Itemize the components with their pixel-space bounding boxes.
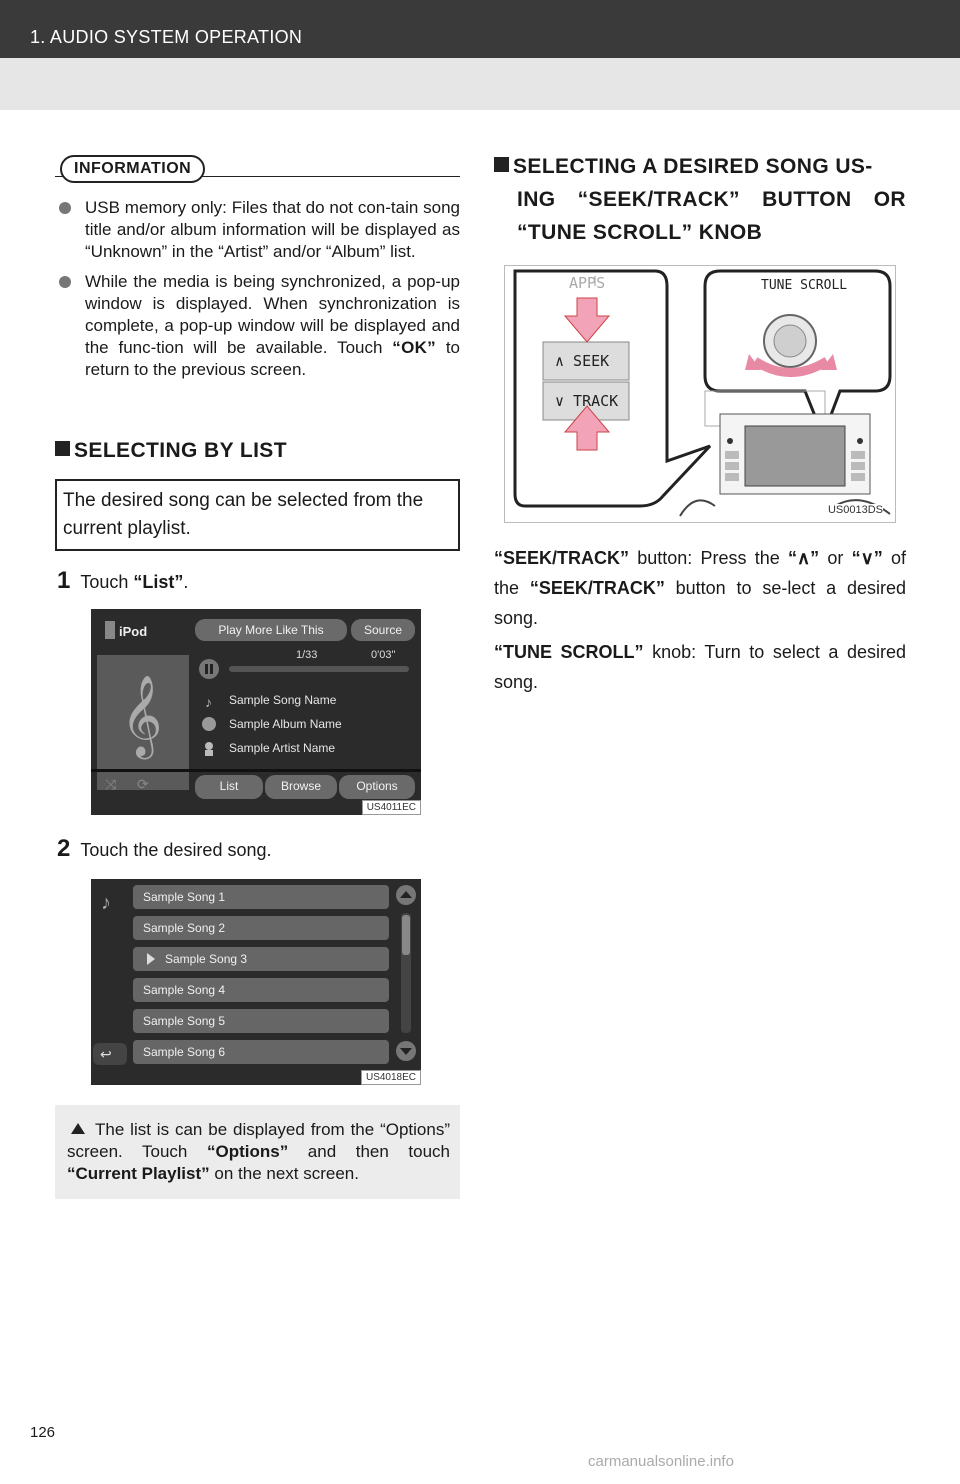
tune-scroll-label: TUNE SCROLL	[761, 278, 848, 293]
ipod-screen-illustration	[91, 609, 421, 815]
section-header-bar	[0, 0, 960, 58]
album-disc-icon	[202, 717, 216, 731]
artist-icon	[205, 742, 213, 750]
svg-text:↩: ↩	[100, 1046, 112, 1062]
song-list-screen-illustration	[91, 879, 421, 1085]
right-column	[494, 150, 906, 697]
song-6: Sample Song 6	[143, 1045, 226, 1059]
music-note-icon: ♪	[101, 892, 111, 914]
song-3: Sample Song 3	[165, 952, 248, 966]
figure-code: US4011EC	[362, 800, 421, 815]
seek-track-description: “SEEK/TRACK” button: Press the “∧” or “∨” of the “SEEK/TRACK” button to se-lect a desired song.	[494, 548, 906, 628]
options-note: The list is can be displayed from the “Options” screen. Touch “Options” and then touch “Current Playlist” on the next screen.	[55, 1105, 460, 1199]
list-label: List	[219, 779, 239, 793]
song-note-icon: ♪	[205, 694, 212, 710]
figure-code: US0013DS	[827, 504, 883, 516]
song-2: Sample Song 2	[143, 921, 226, 935]
ipod-icon	[105, 621, 115, 639]
song-1: Sample Song 1	[143, 890, 226, 904]
figure-code: US4018EC	[361, 1070, 421, 1085]
song-4: Sample Song 4	[143, 983, 226, 997]
seek-label: ∧ SEEK	[555, 352, 610, 370]
heading-square-icon	[55, 441, 70, 456]
tune-scroll-description: “TUNE SCROLL” knob: Turn to select a desired song.	[494, 642, 906, 692]
source-label: Source	[363, 623, 403, 637]
track-counter: 1/33	[296, 649, 318, 661]
heading-square-icon	[494, 157, 509, 172]
selecting-by-list-heading: SELECTING BY LIST	[55, 439, 460, 463]
left-column	[55, 155, 460, 1199]
artist-name: Sample Artist Name	[229, 741, 336, 755]
progress-bar	[229, 666, 409, 672]
press-down-arrow-icon	[565, 298, 609, 342]
head-unit-display	[745, 426, 845, 486]
watermark: carmanualsonline.info	[588, 1453, 734, 1470]
track-label: ∨ TRACK	[555, 392, 619, 410]
console-illustration	[504, 265, 896, 523]
information-label: INFORMATION	[60, 155, 205, 183]
album-name: Sample Album Name	[229, 717, 342, 731]
elapsed-time: 0'03"	[371, 649, 396, 661]
information-header	[55, 155, 460, 189]
pause-icon	[199, 659, 219, 679]
bullet-dot-icon	[59, 276, 71, 288]
song-5: Sample Song 5	[143, 1014, 226, 1028]
repeat-icon: ⟳	[137, 776, 149, 792]
song-list-graphic	[91, 879, 421, 1085]
play-more-like-this-label: Play More Like This	[218, 623, 324, 637]
options-label: Options	[356, 779, 398, 793]
apps-label: APPS	[569, 274, 606, 292]
triangle-bullet-icon	[71, 1123, 85, 1134]
ipod-source-label: iPod	[119, 624, 148, 639]
step-2: 2 Touch the desired song.	[57, 835, 272, 862]
step-1: 1 Touch “List”.	[57, 567, 189, 594]
header-sub-band	[0, 58, 960, 110]
browse-label: Browse	[280, 779, 321, 793]
seek-track-heading: SELECTING A DESIRED SONG US- ING “SEEK/TRACK” BUTTON OR “TUNE SCROLL” KNOB	[494, 150, 906, 249]
song-name: Sample Song Name	[229, 693, 337, 707]
section-title: 1. AUDIO SYSTEM OPERATION	[30, 27, 303, 47]
music-note-icon: 𝄞	[121, 674, 163, 756]
shuffle-icon: ⤨	[105, 776, 117, 792]
page-number: 126	[30, 1424, 56, 1441]
information-bullet-2: While the media is being synchronized, a pop-up window is displayed. When synchronization is complete, a pop-up window will be displayed and the func-tion will be available. Touch “OK” to return to the previous screen.	[55, 271, 460, 381]
summary-box: The desired song can be selected from the current playlist.	[55, 479, 460, 551]
bullet-dot-icon	[59, 202, 71, 214]
information-bullet-1: USB memory only: Files that do not con-tain song title and/or album information will be displayed as “Unknown” in the “Artist” and/or “Album” list.	[55, 197, 460, 263]
